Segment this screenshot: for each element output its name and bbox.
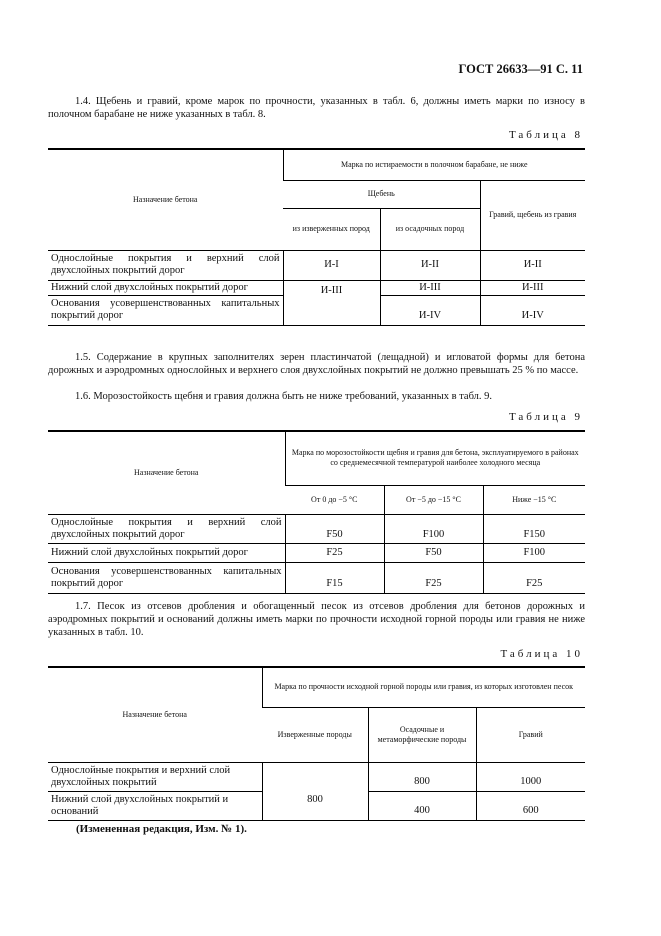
t9-row-label: Основания усовершенствованных капитальных покрытий дорог: [48, 562, 285, 593]
t8-col-sedimentary: из осадочных пород: [380, 208, 480, 250]
t10-cell-merged: 800: [262, 762, 368, 820]
t10-col-sedimentary: Осадочные и метаморфические породы: [368, 707, 476, 762]
t9-row-label: Однослойные покрытия и верхний слой двухслойных покрытий дорог: [48, 514, 285, 543]
t9-cell: F100: [483, 543, 585, 562]
t8-col-igneous: из изверженных пород: [283, 208, 380, 250]
t8-col-purpose: Назначение бетона: [48, 149, 283, 250]
t10-cell: 600: [476, 791, 585, 820]
t8-sub-crushed: Щебень: [283, 180, 480, 208]
t8-cell-merged: И-III: [283, 280, 380, 325]
t8-cell: И-III: [380, 280, 480, 295]
table-9: [48, 430, 585, 594]
t8-cell: И-II: [480, 250, 585, 280]
t10-row-label: Нижний слой двухслойных покрытий и оснований: [48, 791, 262, 820]
t9-cell: F15: [285, 562, 384, 593]
paragraph-1-5: 1.5. Содержание в крупных заполнителях зерен пластинчатой (лещадной) и игловатой формы для бетона дорожных и аэродромных однослойных и верхнего слоя двухслойных покрытий не должно превышать 25 % по массе.: [48, 352, 585, 376]
t10-col-gravel: Гравий: [476, 707, 585, 762]
t8-cell: И-I: [283, 250, 380, 280]
t9-col-purpose: Назначение бетона: [48, 431, 285, 514]
t8-cell: И-IV: [380, 295, 480, 325]
t9-col-3: Ниже −15 °С: [483, 485, 585, 514]
t10-col-purpose: Назначение бетона: [48, 667, 262, 762]
table-8: [48, 148, 585, 326]
t10-cell: 400: [368, 791, 476, 820]
page-header: ГОСТ 26633—91 С. 11: [458, 62, 583, 76]
t10-col-igneous: Изверженные породы: [262, 707, 368, 762]
t8-row-label: Основания усовершенствованных капитальных покрытий дорог: [48, 295, 283, 325]
t8-cell: И-IV: [480, 295, 585, 325]
t8-row-label: Однослойные покрытия и верхний слой двухслойных покрытий дорог: [48, 250, 283, 280]
table-10: [48, 666, 585, 821]
t9-cell: F25: [483, 562, 585, 593]
t8-row-label: Нижний слой двухслойных покрытий дорог: [48, 280, 283, 295]
t8-group-header: Марка по истираемости в полочном барабане, не ниже: [283, 149, 585, 180]
table-10-caption: Таблица 10: [500, 648, 583, 660]
t8-col-gravel: Гравий, щебень из гравия: [480, 180, 585, 250]
t9-cell: F100: [384, 514, 483, 543]
table-9-caption: Таблица 9: [508, 411, 583, 423]
t9-cell: F25: [285, 543, 384, 562]
table-8-caption: Таблица 8: [508, 129, 583, 141]
amendment-note: (Измененная редакция, Изм. № 1).: [76, 823, 247, 835]
t9-row-label: Нижний слой двухслойных покрытий дорог: [48, 543, 285, 562]
t10-cell: 800: [368, 762, 476, 791]
t8-cell: И-II: [380, 250, 480, 280]
paragraph-1-4: 1.4. Щебень и гравий, кроме марок по прочности, указанных в табл. 6, должны иметь марки по износу в полочном барабане не ниже указанных в табл. 8.: [48, 96, 585, 120]
t8-cell: И-III: [480, 280, 585, 295]
paragraph-1-7: 1.7. Песок из отсевов дробления и обогащенный песок из отсевов дробления для бетонов дорожных и аэродромных покрытий и оснований должны иметь марки по прочности исходной горной породы или гравия не ниже указанных в табл. 10.: [48, 601, 585, 638]
t9-col-1: От 0 до −5 °С: [285, 485, 384, 514]
t9-cell: F150: [483, 514, 585, 543]
t9-group-header: Марка по морозостойкости щебня и гравия для бетона, эксплуатируемого в районах со среднемесячной температурой наиболее холодного месяца: [285, 431, 585, 485]
t9-cell: F50: [384, 543, 483, 562]
t9-cell: F25: [384, 562, 483, 593]
t10-row-label: Однослойные покрытия и верхний слой двухслойных покрытий: [48, 762, 262, 791]
t10-cell: 1000: [476, 762, 585, 791]
t10-group-header: Марка по прочности исходной горной породы или гравия, из которых изготовлен песок: [262, 667, 585, 707]
t9-col-2: От −5 до −15 °С: [384, 485, 483, 514]
t9-cell: F50: [285, 514, 384, 543]
paragraph-1-6: 1.6. Морозостойкость щебня и гравия должна быть не ниже требований, указанных в табл. 9.: [75, 391, 493, 402]
